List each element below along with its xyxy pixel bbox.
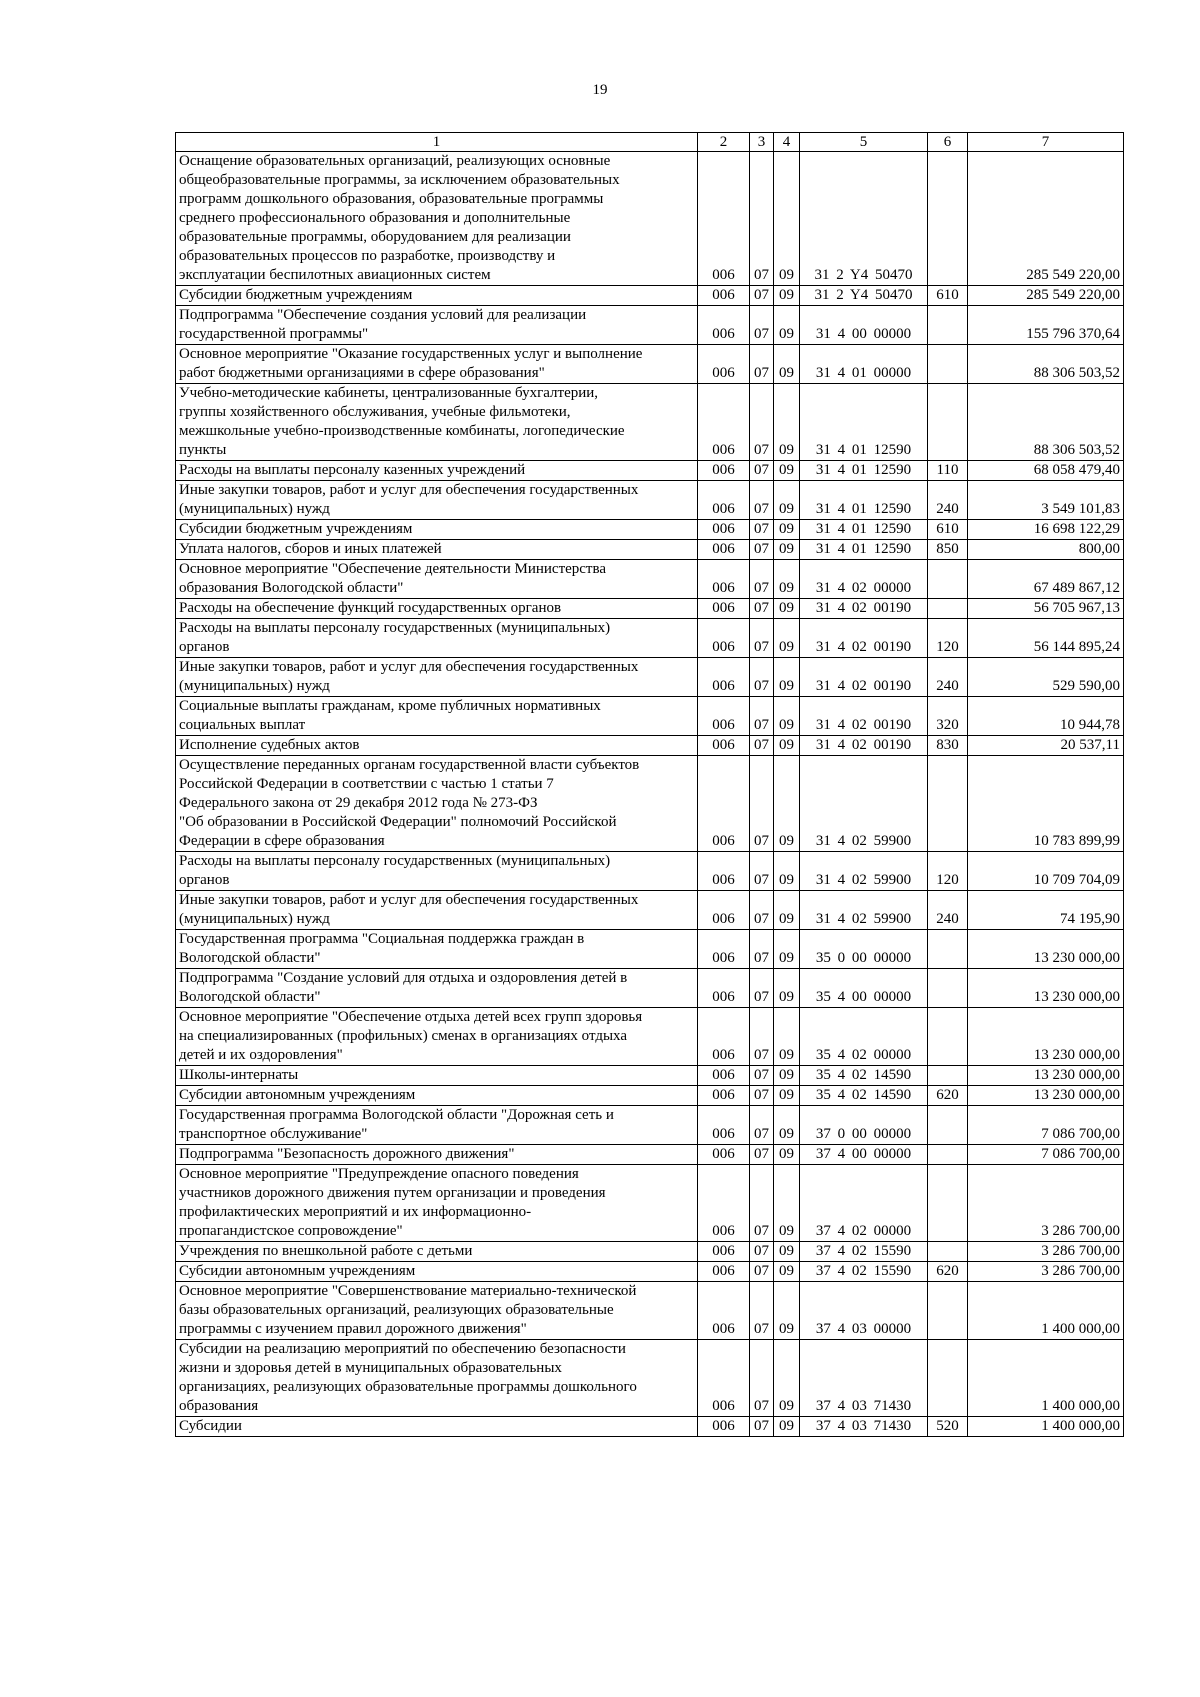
table-row bbox=[176, 345, 1124, 384]
row-expense-type bbox=[928, 1242, 968, 1262]
row-subsection-code: 09 bbox=[774, 1066, 800, 1086]
row-section-code: 07 bbox=[750, 619, 774, 658]
row-target-article: 37 4 02 00000 bbox=[800, 1165, 928, 1242]
row-expense-type bbox=[928, 384, 968, 461]
header-col-3: 3 bbox=[750, 133, 774, 152]
row-target-article: 31 4 01 12590 bbox=[800, 384, 928, 461]
row-name: Государственная программа "Социальная поддержка граждан в Вологодской области" bbox=[176, 930, 698, 969]
row-subsection-code: 09 bbox=[774, 306, 800, 345]
table-row bbox=[176, 481, 1124, 520]
table-row bbox=[176, 1165, 1124, 1242]
row-amount: 10 944,78 bbox=[968, 697, 1124, 736]
row-expense-type bbox=[928, 1340, 968, 1417]
row-subsection-code: 09 bbox=[774, 1165, 800, 1242]
row-name: Школы-интернаты bbox=[176, 1066, 698, 1086]
row-section-code: 07 bbox=[750, 697, 774, 736]
row-target-article: 35 4 02 14590 bbox=[800, 1086, 928, 1106]
row-name: Основное мероприятие "Совершенствование материально-технической базы образовательных организаций, реализующих образовательные программы с изучением правил дорожного движения" bbox=[176, 1282, 698, 1340]
row-section-code: 07 bbox=[750, 1417, 774, 1437]
row-subsection-code: 09 bbox=[774, 1340, 800, 1417]
row-amount: 529 590,00 bbox=[968, 658, 1124, 697]
row-name: Субсидии бюджетным учреждениям bbox=[176, 286, 698, 306]
table-row bbox=[176, 384, 1124, 461]
row-amount: 13 230 000,00 bbox=[968, 1066, 1124, 1086]
row-amount: 20 537,11 bbox=[968, 736, 1124, 756]
row-name: Социальные выплаты гражданам, кроме публичных нормативных социальных выплат bbox=[176, 697, 698, 736]
row-amount: 3 286 700,00 bbox=[968, 1165, 1124, 1242]
row-name: Учебно-методические кабинеты, централизованные бухгалтерии, группы хозяйственного обслуживания, учебные фильмотеки, межшкольные учебно-производственные комбинаты, логопедические пункты bbox=[176, 384, 698, 461]
row-amount: 155 796 370,64 bbox=[968, 306, 1124, 345]
row-expense-type: 520 bbox=[928, 1417, 968, 1437]
row-name: Подпрограмма "Обеспечение создания условий для реализации государственной программы" bbox=[176, 306, 698, 345]
row-expense-type bbox=[928, 930, 968, 969]
row-chapter-code: 006 bbox=[698, 481, 750, 520]
row-amount: 3 549 101,83 bbox=[968, 481, 1124, 520]
row-subsection-code: 09 bbox=[774, 286, 800, 306]
row-target-article: 31 4 01 12590 bbox=[800, 461, 928, 481]
row-chapter-code: 006 bbox=[698, 461, 750, 481]
table-row bbox=[176, 891, 1124, 930]
row-name: Иные закупки товаров, работ и услуг для обеспечения государственных (муниципальных) нужд bbox=[176, 481, 698, 520]
row-subsection-code: 09 bbox=[774, 1242, 800, 1262]
table-row bbox=[176, 619, 1124, 658]
header-col-7: 7 bbox=[968, 133, 1124, 152]
row-name: Иные закупки товаров, работ и услуг для обеспечения государственных (муниципальных) нужд bbox=[176, 891, 698, 930]
row-subsection-code: 09 bbox=[774, 658, 800, 697]
row-name: Уплата налогов, сборов и иных платежей bbox=[176, 540, 698, 560]
row-expense-type: 320 bbox=[928, 697, 968, 736]
row-subsection-code: 09 bbox=[774, 1282, 800, 1340]
row-target-article: 35 0 00 00000 bbox=[800, 930, 928, 969]
row-subsection-code: 09 bbox=[774, 697, 800, 736]
row-name: Подпрограмма "Безопасность дорожного движения" bbox=[176, 1145, 698, 1165]
table-row bbox=[176, 969, 1124, 1008]
row-target-article: 31 4 02 59900 bbox=[800, 891, 928, 930]
row-subsection-code: 09 bbox=[774, 461, 800, 481]
row-chapter-code: 006 bbox=[698, 1106, 750, 1145]
row-section-code: 07 bbox=[750, 1262, 774, 1282]
row-subsection-code: 09 bbox=[774, 969, 800, 1008]
row-amount: 10 709 704,09 bbox=[968, 852, 1124, 891]
row-chapter-code: 006 bbox=[698, 969, 750, 1008]
row-amount: 13 230 000,00 bbox=[968, 969, 1124, 1008]
row-chapter-code: 006 bbox=[698, 599, 750, 619]
row-target-article: 37 4 02 15590 bbox=[800, 1242, 928, 1262]
row-amount: 3 286 700,00 bbox=[968, 1242, 1124, 1262]
row-target-article: 31 4 02 00190 bbox=[800, 697, 928, 736]
table-row bbox=[176, 1340, 1124, 1417]
row-section-code: 07 bbox=[750, 1086, 774, 1106]
row-expense-type: 620 bbox=[928, 1262, 968, 1282]
row-name: Учреждения по внешкольной работе с детьми bbox=[176, 1242, 698, 1262]
row-target-article: 31 4 02 00190 bbox=[800, 619, 928, 658]
row-section-code: 07 bbox=[750, 1008, 774, 1066]
row-subsection-code: 09 bbox=[774, 384, 800, 461]
table-row bbox=[176, 1086, 1124, 1106]
row-subsection-code: 09 bbox=[774, 152, 800, 286]
row-section-code: 07 bbox=[750, 540, 774, 560]
row-section-code: 07 bbox=[750, 306, 774, 345]
row-target-article: 31 4 02 00190 bbox=[800, 658, 928, 697]
row-target-article: 31 4 01 12590 bbox=[800, 520, 928, 540]
row-amount: 3 286 700,00 bbox=[968, 1262, 1124, 1282]
row-section-code: 07 bbox=[750, 1242, 774, 1262]
row-amount: 56 144 895,24 bbox=[968, 619, 1124, 658]
row-expense-type bbox=[928, 1145, 968, 1165]
row-name: Основное мероприятие "Обеспечение деятельности Министерства образования Вологодской области" bbox=[176, 560, 698, 599]
row-amount: 13 230 000,00 bbox=[968, 1086, 1124, 1106]
row-target-article: 35 4 02 00000 bbox=[800, 1008, 928, 1066]
row-chapter-code: 006 bbox=[698, 1086, 750, 1106]
row-amount: 800,00 bbox=[968, 540, 1124, 560]
row-chapter-code: 006 bbox=[698, 1066, 750, 1086]
page-number: 19 bbox=[592, 82, 608, 98]
row-chapter-code: 006 bbox=[698, 852, 750, 891]
row-section-code: 07 bbox=[750, 969, 774, 1008]
table-row bbox=[176, 852, 1124, 891]
row-name: Расходы на выплаты персоналу государственных (муниципальных) органов bbox=[176, 852, 698, 891]
row-chapter-code: 006 bbox=[698, 756, 750, 852]
row-subsection-code: 09 bbox=[774, 736, 800, 756]
row-target-article: 35 4 02 14590 bbox=[800, 1066, 928, 1086]
table-row bbox=[176, 461, 1124, 481]
row-expense-type: 850 bbox=[928, 540, 968, 560]
header-col-4: 4 bbox=[774, 133, 800, 152]
row-section-code: 07 bbox=[750, 736, 774, 756]
row-amount: 1 400 000,00 bbox=[968, 1417, 1124, 1437]
row-section-code: 07 bbox=[750, 1282, 774, 1340]
table-row bbox=[176, 599, 1124, 619]
row-amount: 13 230 000,00 bbox=[968, 930, 1124, 969]
row-expense-type bbox=[928, 152, 968, 286]
row-section-code: 07 bbox=[750, 1066, 774, 1086]
row-expense-type: 240 bbox=[928, 481, 968, 520]
table-row bbox=[176, 736, 1124, 756]
row-chapter-code: 006 bbox=[698, 930, 750, 969]
row-name: Основное мероприятие "Оказание государственных услуг и выполнение работ бюджетными организациями в сфере образования" bbox=[176, 345, 698, 384]
table-row bbox=[176, 306, 1124, 345]
row-section-code: 07 bbox=[750, 520, 774, 540]
table-row bbox=[176, 697, 1124, 736]
row-target-article: 31 4 01 12590 bbox=[800, 481, 928, 520]
row-subsection-code: 09 bbox=[774, 540, 800, 560]
table-header-row bbox=[176, 133, 1124, 152]
row-chapter-code: 006 bbox=[698, 1262, 750, 1282]
table-row bbox=[176, 658, 1124, 697]
row-chapter-code: 006 bbox=[698, 540, 750, 560]
row-chapter-code: 006 bbox=[698, 560, 750, 599]
row-subsection-code: 09 bbox=[774, 1086, 800, 1106]
table-body bbox=[176, 152, 1124, 1437]
row-chapter-code: 006 bbox=[698, 286, 750, 306]
row-chapter-code: 006 bbox=[698, 345, 750, 384]
row-amount: 10 783 899,99 bbox=[968, 756, 1124, 852]
row-section-code: 07 bbox=[750, 1165, 774, 1242]
row-expense-type bbox=[928, 1066, 968, 1086]
row-chapter-code: 006 bbox=[698, 658, 750, 697]
table-row bbox=[176, 1262, 1124, 1282]
row-amount: 13 230 000,00 bbox=[968, 1008, 1124, 1066]
row-name: Расходы на обеспечение функций государственных органов bbox=[176, 599, 698, 619]
row-amount: 1 400 000,00 bbox=[968, 1340, 1124, 1417]
table-row bbox=[176, 1008, 1124, 1066]
row-name: Расходы на выплаты персоналу государственных (муниципальных) органов bbox=[176, 619, 698, 658]
row-name: Основное мероприятие "Предупреждение опасного поведения участников дорожного движения путем организации и проведения профилактических мероприятий и их информационно- пропагандистское сопровождение" bbox=[176, 1165, 698, 1242]
row-amount: 67 489 867,12 bbox=[968, 560, 1124, 599]
row-expense-type bbox=[928, 969, 968, 1008]
row-amount: 56 705 967,13 bbox=[968, 599, 1124, 619]
row-subsection-code: 09 bbox=[774, 345, 800, 384]
row-expense-type bbox=[928, 560, 968, 599]
row-section-code: 07 bbox=[750, 756, 774, 852]
row-chapter-code: 006 bbox=[698, 1008, 750, 1066]
row-amount: 7 086 700,00 bbox=[968, 1145, 1124, 1165]
row-chapter-code: 006 bbox=[698, 697, 750, 736]
row-expense-type bbox=[928, 1106, 968, 1145]
row-chapter-code: 006 bbox=[698, 1340, 750, 1417]
row-target-article: 31 4 02 59900 bbox=[800, 852, 928, 891]
row-expense-type: 830 bbox=[928, 736, 968, 756]
row-expense-type: 610 bbox=[928, 520, 968, 540]
budget-table bbox=[175, 132, 1124, 1437]
table-row bbox=[176, 540, 1124, 560]
row-subsection-code: 09 bbox=[774, 852, 800, 891]
row-expense-type: 240 bbox=[928, 891, 968, 930]
row-target-article: 37 4 00 00000 bbox=[800, 1145, 928, 1165]
row-chapter-code: 006 bbox=[698, 736, 750, 756]
row-target-article: 31 4 02 59900 bbox=[800, 756, 928, 852]
row-amount: 7 086 700,00 bbox=[968, 1106, 1124, 1145]
row-subsection-code: 09 bbox=[774, 1008, 800, 1066]
row-name: Субсидии на реализацию мероприятий по обеспечению безопасности жизни и здоровья детей в муниципальных образовательных организациях, реализующих образовательные программы дошкольного образования bbox=[176, 1340, 698, 1417]
row-target-article: 37 0 00 00000 bbox=[800, 1106, 928, 1145]
row-name: Государственная программа Вологодской области "Дорожная сеть и транспортное обслуживание" bbox=[176, 1106, 698, 1145]
row-target-article: 37 4 03 00000 bbox=[800, 1282, 928, 1340]
row-target-article: 37 4 02 15590 bbox=[800, 1262, 928, 1282]
row-subsection-code: 09 bbox=[774, 599, 800, 619]
table-row bbox=[176, 520, 1124, 540]
row-target-article: 31 4 01 00000 bbox=[800, 345, 928, 384]
table-row bbox=[176, 1145, 1124, 1165]
row-chapter-code: 006 bbox=[698, 1242, 750, 1262]
row-section-code: 07 bbox=[750, 930, 774, 969]
row-name: Иные закупки товаров, работ и услуг для обеспечения государственных (муниципальных) нужд bbox=[176, 658, 698, 697]
row-section-code: 07 bbox=[750, 560, 774, 599]
row-amount: 1 400 000,00 bbox=[968, 1282, 1124, 1340]
row-subsection-code: 09 bbox=[774, 891, 800, 930]
row-amount: 74 195,90 bbox=[968, 891, 1124, 930]
table-row bbox=[176, 1066, 1124, 1086]
row-name: Подпрограмма "Создание условий для отдыха и оздоровления детей в Вологодской области" bbox=[176, 969, 698, 1008]
table-row bbox=[176, 1242, 1124, 1262]
table-row bbox=[176, 1417, 1124, 1437]
row-expense-type bbox=[928, 756, 968, 852]
row-chapter-code: 006 bbox=[698, 1282, 750, 1340]
row-target-article: 35 4 00 00000 bbox=[800, 969, 928, 1008]
row-section-code: 07 bbox=[750, 1340, 774, 1417]
row-chapter-code: 006 bbox=[698, 619, 750, 658]
row-name: Осуществление переданных органам государственной власти субъектов Российской Федерации в соответствии с частью 1 статьи 7 Федерального закона от 29 декабря 2012 года № 273-ФЗ "Об образовании в Российской Федерации" полномочий Российской Федерации в сфере образования bbox=[176, 756, 698, 852]
row-expense-type: 110 bbox=[928, 461, 968, 481]
row-subsection-code: 09 bbox=[774, 1262, 800, 1282]
row-subsection-code: 09 bbox=[774, 1106, 800, 1145]
table-row bbox=[176, 756, 1124, 852]
row-section-code: 07 bbox=[750, 286, 774, 306]
header-col-5: 5 bbox=[800, 133, 928, 152]
row-target-article: 31 4 00 00000 bbox=[800, 306, 928, 345]
row-name: Субсидии автономным учреждениям bbox=[176, 1262, 698, 1282]
row-subsection-code: 09 bbox=[774, 756, 800, 852]
row-expense-type: 620 bbox=[928, 1086, 968, 1106]
row-amount: 88 306 503,52 bbox=[968, 384, 1124, 461]
row-name: Оснащение образовательных организаций, реализующих основные общеобразовательные программы, за исключением образовательных программ дошкольного образования, образовательные программы среднего профессионального образования и дополнительные образовательные программы, оборудованием для реализации образовательных процессов по разработке, производству и эксплуатации беспилотных авиационных систем bbox=[176, 152, 698, 286]
row-section-code: 07 bbox=[750, 658, 774, 697]
row-target-article: 31 2 Y4 50470 bbox=[800, 152, 928, 286]
row-expense-type bbox=[928, 1282, 968, 1340]
row-target-article: 37 4 03 71430 bbox=[800, 1340, 928, 1417]
row-amount: 88 306 503,52 bbox=[968, 345, 1124, 384]
row-subsection-code: 09 bbox=[774, 481, 800, 520]
row-subsection-code: 09 bbox=[774, 520, 800, 540]
row-expense-type bbox=[928, 345, 968, 384]
row-section-code: 07 bbox=[750, 384, 774, 461]
row-name: Расходы на выплаты персоналу казенных учреждений bbox=[176, 461, 698, 481]
row-amount: 285 549 220,00 bbox=[968, 152, 1124, 286]
row-section-code: 07 bbox=[750, 481, 774, 520]
row-section-code: 07 bbox=[750, 152, 774, 286]
row-expense-type: 120 bbox=[928, 852, 968, 891]
row-chapter-code: 006 bbox=[698, 384, 750, 461]
row-target-article: 37 4 03 71430 bbox=[800, 1417, 928, 1437]
row-chapter-code: 006 bbox=[698, 152, 750, 286]
row-expense-type: 240 bbox=[928, 658, 968, 697]
table-row bbox=[176, 1282, 1124, 1340]
row-amount: 68 058 479,40 bbox=[968, 461, 1124, 481]
row-amount: 285 549 220,00 bbox=[968, 286, 1124, 306]
row-chapter-code: 006 bbox=[698, 306, 750, 345]
header-col-1: 1 bbox=[176, 133, 698, 152]
row-expense-type bbox=[928, 306, 968, 345]
row-expense-type bbox=[928, 1165, 968, 1242]
row-chapter-code: 006 bbox=[698, 520, 750, 540]
row-name: Субсидии бюджетным учреждениям bbox=[176, 520, 698, 540]
row-subsection-code: 09 bbox=[774, 560, 800, 599]
row-subsection-code: 09 bbox=[774, 619, 800, 658]
row-name: Основное мероприятие "Обеспечение отдыха детей всех групп здоровья на специализированных (профильных) сменах в организациях отдыха детей и их оздоровления" bbox=[176, 1008, 698, 1066]
row-target-article: 31 4 02 00190 bbox=[800, 599, 928, 619]
table-row bbox=[176, 152, 1124, 286]
row-name: Исполнение судебных актов bbox=[176, 736, 698, 756]
row-chapter-code: 006 bbox=[698, 1417, 750, 1437]
row-chapter-code: 006 bbox=[698, 1145, 750, 1165]
table-row bbox=[176, 930, 1124, 969]
row-subsection-code: 09 bbox=[774, 1145, 800, 1165]
row-section-code: 07 bbox=[750, 852, 774, 891]
row-chapter-code: 006 bbox=[698, 1165, 750, 1242]
row-section-code: 07 bbox=[750, 599, 774, 619]
table-row bbox=[176, 286, 1124, 306]
row-subsection-code: 09 bbox=[774, 930, 800, 969]
row-chapter-code: 006 bbox=[698, 891, 750, 930]
row-target-article: 31 4 02 00000 bbox=[800, 560, 928, 599]
table-row bbox=[176, 560, 1124, 599]
header-col-6: 6 bbox=[928, 133, 968, 152]
row-section-code: 07 bbox=[750, 1145, 774, 1165]
row-target-article: 31 4 01 12590 bbox=[800, 540, 928, 560]
row-expense-type bbox=[928, 1008, 968, 1066]
row-section-code: 07 bbox=[750, 891, 774, 930]
row-name: Субсидии bbox=[176, 1417, 698, 1437]
row-section-code: 07 bbox=[750, 461, 774, 481]
table-row bbox=[176, 1106, 1124, 1145]
row-amount: 16 698 122,29 bbox=[968, 520, 1124, 540]
row-name: Субсидии автономным учреждениям bbox=[176, 1086, 698, 1106]
row-target-article: 31 2 Y4 50470 bbox=[800, 286, 928, 306]
header-col-2: 2 bbox=[698, 133, 750, 152]
row-section-code: 07 bbox=[750, 1106, 774, 1145]
row-subsection-code: 09 bbox=[774, 1417, 800, 1437]
row-section-code: 07 bbox=[750, 345, 774, 384]
row-expense-type bbox=[928, 599, 968, 619]
row-expense-type: 610 bbox=[928, 286, 968, 306]
row-target-article: 31 4 02 00190 bbox=[800, 736, 928, 756]
row-expense-type: 120 bbox=[928, 619, 968, 658]
